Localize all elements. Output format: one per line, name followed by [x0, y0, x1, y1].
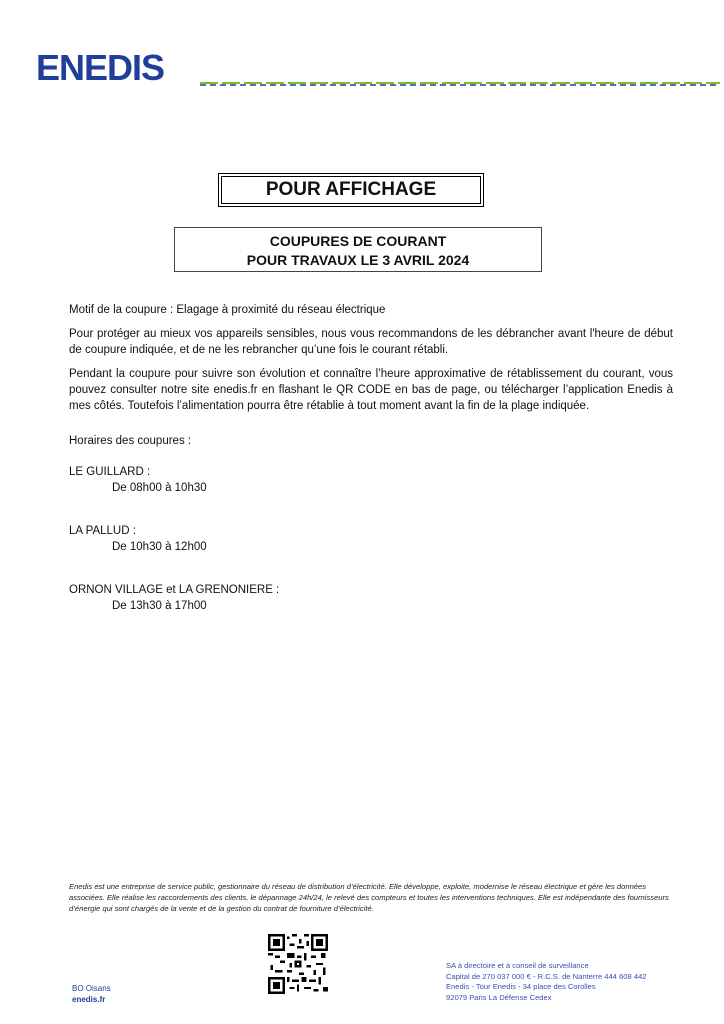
- office-name: BO Oisans: [72, 984, 111, 993]
- info-paragraph: Pendant la coupure pour suivre son évolution et connaître l’heure approximative de rétablissement du courant, vous pouvez consulter notre site enedis.fr en flashant le QR CODE en bas de page, ou télécharger l’application Enedis à mes côtés. Toutefois l’alimentation pourra être rétablie à tout moment avant la fin de la plage indiquée.: [69, 368, 673, 412]
- website-link[interactable]: enedis.fr: [72, 995, 106, 1004]
- reason-paragraph: Motif de la coupure : Elagage à proximité du réseau électrique: [69, 304, 386, 316]
- schedule-time: De 10h30 à 12h00: [112, 541, 207, 553]
- schedule-time: De 13h30 à 17h00: [112, 600, 207, 612]
- schedule-place: LA PALLUD :: [69, 525, 136, 537]
- legal-line: Enedis - Tour Enedis - 34 place des Corolles: [446, 982, 596, 991]
- enedis-logo: [36, 50, 196, 86]
- schedule-place: ORNON VILLAGE et LA GRENONIERE :: [69, 584, 280, 596]
- logo-text: ENEDIS: [36, 50, 165, 86]
- qr-code-icon[interactable]: [268, 934, 328, 994]
- notice-subtitle: [174, 227, 542, 272]
- legal-line: SA à directoire et à conseil de surveillance: [446, 961, 589, 970]
- page-title: POUR AFFICHAGE: [218, 173, 484, 207]
- subtitle-line-1: COUPURES DE COURANT: [269, 233, 447, 249]
- header-divider: [200, 82, 720, 86]
- subtitle-line-2: POUR TRAVAUX LE 3 AVRIL 2024: [246, 252, 470, 268]
- schedule-item: [69, 466, 207, 494]
- footer-note: Enedis est une entreprise de service public, gestionnaire du réseau de distribution d’électricité. Elle développe, exploite, modernise le réseau électrique et gère les données associées. Elle réalise les raccordements des clients, le dépannage 24h/24, le relevé des compteurs et toutes les interventions techniques. Elle est indépendante des fournisseurs d’énergie qui sont chargés de la vente et de la gestion du contrat de fourniture d’électricité.: [69, 882, 669, 913]
- notice-body: [69, 302, 673, 422]
- schedule-time: De 08h00 à 10h30: [112, 482, 207, 494]
- schedule-item: [69, 525, 207, 553]
- schedule-place: LE GUILLARD :: [69, 466, 151, 478]
- advice-paragraph: Pour protéger au mieux vos appareils sensibles, nous vous recommandons de les débrancher avant l'heure de début de coupure indiquée, et de ne les rebrancher qu’une fois le courant rétabli.: [69, 328, 673, 356]
- schedule-item: [69, 584, 279, 612]
- legal-line: 92079 Paris La Défense Cedex: [446, 992, 552, 1002]
- legal-info: [446, 961, 647, 1003]
- legal-line: Capital de 270 037 000 € - R.C.S. de Nanterre 444 608 442: [446, 971, 647, 981]
- schedule-heading: Horaires des coupures :: [69, 435, 192, 447]
- office-contact: [72, 983, 111, 1005]
